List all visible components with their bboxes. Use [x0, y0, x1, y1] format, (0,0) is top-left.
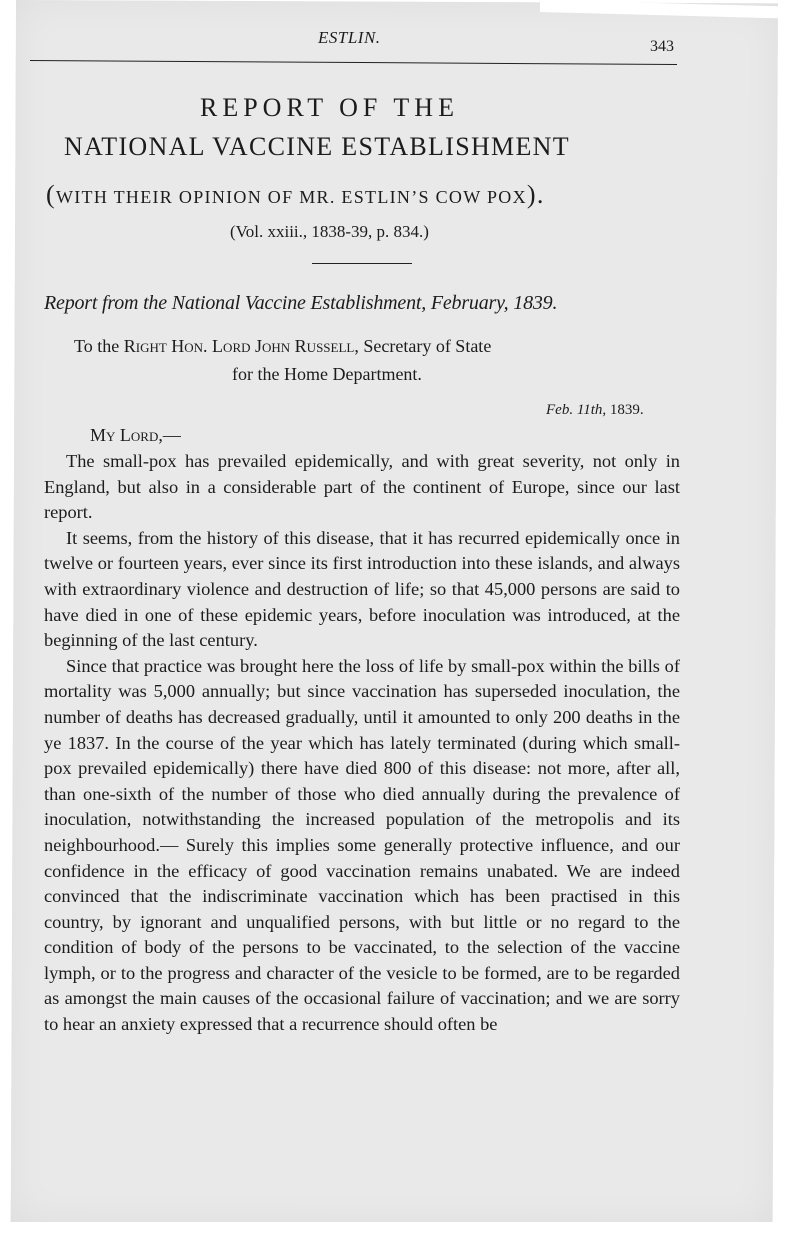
section-divider — [312, 263, 412, 264]
date-year: , 1839. — [602, 402, 644, 418]
date-month-day: Feb. 11th — [546, 402, 603, 418]
letter-date — [546, 402, 644, 419]
addressee-name: Right Hon. Lord John Russell — [123, 336, 355, 356]
subtitle-text: WITH THEIR OPINION OF MR. ESTLIN’S COW POX — [55, 187, 527, 207]
title-line-1: REPORT OF THE — [200, 93, 459, 122]
scan-margin-bottom — [0, 1222, 800, 1237]
running-head: ESTLIN. — [318, 28, 381, 47]
paragraph: The small-pox has prevailed epidemically, and with great severity, not only in England, but also in a considerable part of the continent of Europe, since our last report. — [44, 451, 680, 523]
page-number: 343 — [650, 38, 674, 55]
paren-close: ). — [526, 180, 545, 209]
addressee-line-1 — [74, 336, 491, 357]
paren-open: ( — [46, 180, 56, 209]
title-line-2: NATIONAL VACCINE ESTABLISHMENT — [64, 132, 570, 161]
paragraph: Since that practice was brought here the loss of life by small-pox within the bills of mortality was 5,000 annually; but since vaccination has superseded inoculation, the number of deaths has decreased gradually, until it amounted to only 200 deaths in the ye 1837. In the course of the year which has lately terminated (during which small-pox prevailed epidemically) there have died 800 of this disease: not more, after all, than one-sixth of the number of those who died annually during the prevalence of inoculation, notwithstanding the increased population of the metropolis and its neighbourhood.— Surely this implies some generally protective influence, and our confidence in the efficacy of good vaccination remains unabated. We are indeed convinced that the indiscriminate vaccination which has been practised in this country, by ignorant and unqualified persons, with but little or no regard to the condition of body of the persons to be vaccinated, to the selection of the vaccine lymph, or to the progress and character of the vesicle to be formed, are to be regarded as amongst the main causes of the occasional failure of vaccination; and we are sorry to hear an anxiety expressed that a recurrence should often be — [44, 655, 680, 1035]
body-text — [44, 449, 680, 1038]
addressee-prefix: To the — [74, 336, 124, 356]
title-line-3 — [46, 180, 545, 210]
volume-reference: (Vol. xxiii., 1838-39, p. 834.) — [230, 222, 429, 241]
paragraph: It seems, from the history of this disease, that it has recurred epidemically once in twelve or fourteen years, ever since its first introduction into these islands, and always with extraordinary violence and destruction of life; so that 45,000 persons are said to have died in one of these epidemic years, before inoculation was introduced, at the beginning of the last century. — [44, 527, 680, 651]
addressee-suffix: , Secretary of State — [354, 336, 492, 356]
salutation: My Lord,— — [90, 425, 181, 445]
report-heading: Report from the National Vaccine Establishment, February, 1839. — [44, 292, 558, 314]
addressee-line-2: for the Home Department. — [232, 364, 422, 384]
